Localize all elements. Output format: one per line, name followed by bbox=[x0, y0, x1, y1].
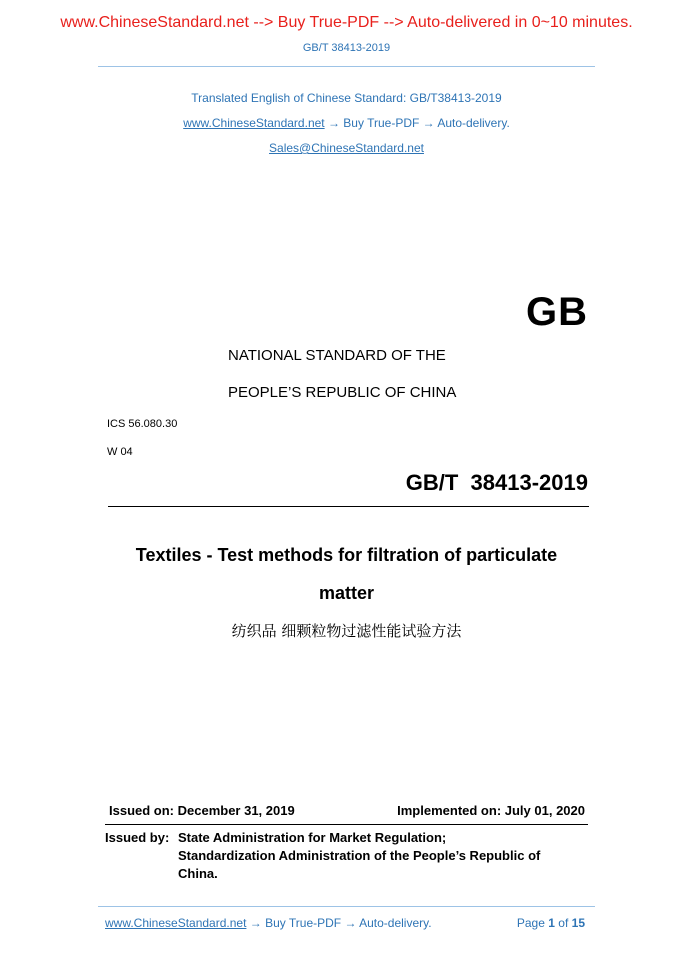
gb-logo: GB bbox=[526, 290, 588, 334]
page-label: Page bbox=[516, 916, 545, 930]
footer-site-link[interactable]: www.ChineseStandard.net bbox=[105, 916, 247, 930]
footer-links-line bbox=[105, 916, 432, 930]
page-total: 15 bbox=[571, 916, 585, 930]
header-divider bbox=[98, 66, 595, 67]
buy-delivery-text: → Buy True-PDF → Auto-delivery. bbox=[324, 116, 510, 130]
english-title-line2: matter bbox=[318, 583, 375, 603]
translated-notice: Translated English of Chinese Standard: GB/T38413-2019 bbox=[191, 91, 502, 105]
issued-on-date: Issued on: December 31, 2019 bbox=[109, 803, 295, 818]
standard-number-divider bbox=[108, 506, 589, 507]
ics-code: ICS 56.080.30 bbox=[107, 418, 178, 430]
issuing-authority-line3: China. bbox=[178, 866, 218, 881]
page-indicator bbox=[517, 916, 585, 930]
english-title-line1: Textiles - Test methods for filtration of particulate bbox=[135, 545, 558, 565]
chinese-title: 纺织品 细颗粒物过滤性能试验方法 bbox=[231, 622, 462, 640]
standard-number: GB/T 38413-2019 bbox=[405, 470, 588, 495]
footer-buy-text: → Buy True-PDF → Auto-delivery. bbox=[246, 916, 432, 930]
implemented-on-date: Implemented on: July 01, 2020 bbox=[397, 803, 585, 818]
top-banner[interactable]: www.ChineseStandard.net --> Buy True-PDF --> Auto-delivered in 0~10 minutes. bbox=[60, 14, 633, 31]
national-standard-line2: PEOPLE’S REPUBLIC OF CHINA bbox=[228, 384, 457, 401]
page-of: of bbox=[558, 916, 569, 930]
header-standard-code: GB/T 38413-2019 bbox=[302, 42, 391, 54]
sales-line bbox=[0, 141, 693, 155]
site-link[interactable]: www.ChineseStandard.net bbox=[183, 116, 325, 130]
page-current: 1 bbox=[548, 916, 555, 930]
issuing-authority-line2: Standardization Administration of the People’s Republic of bbox=[178, 848, 541, 863]
dates-divider bbox=[105, 824, 588, 825]
national-standard-line1: NATIONAL STANDARD OF THE bbox=[228, 347, 446, 364]
sales-email-link[interactable]: Sales@ChineseStandard.net bbox=[269, 141, 424, 155]
footer-divider bbox=[98, 906, 595, 907]
classification-code: W 04 bbox=[107, 446, 133, 458]
intro-links-line bbox=[0, 116, 693, 130]
issued-by-label: Issued by: bbox=[105, 830, 170, 845]
issuing-authority-line1: State Administration for Market Regulation; bbox=[178, 830, 447, 845]
